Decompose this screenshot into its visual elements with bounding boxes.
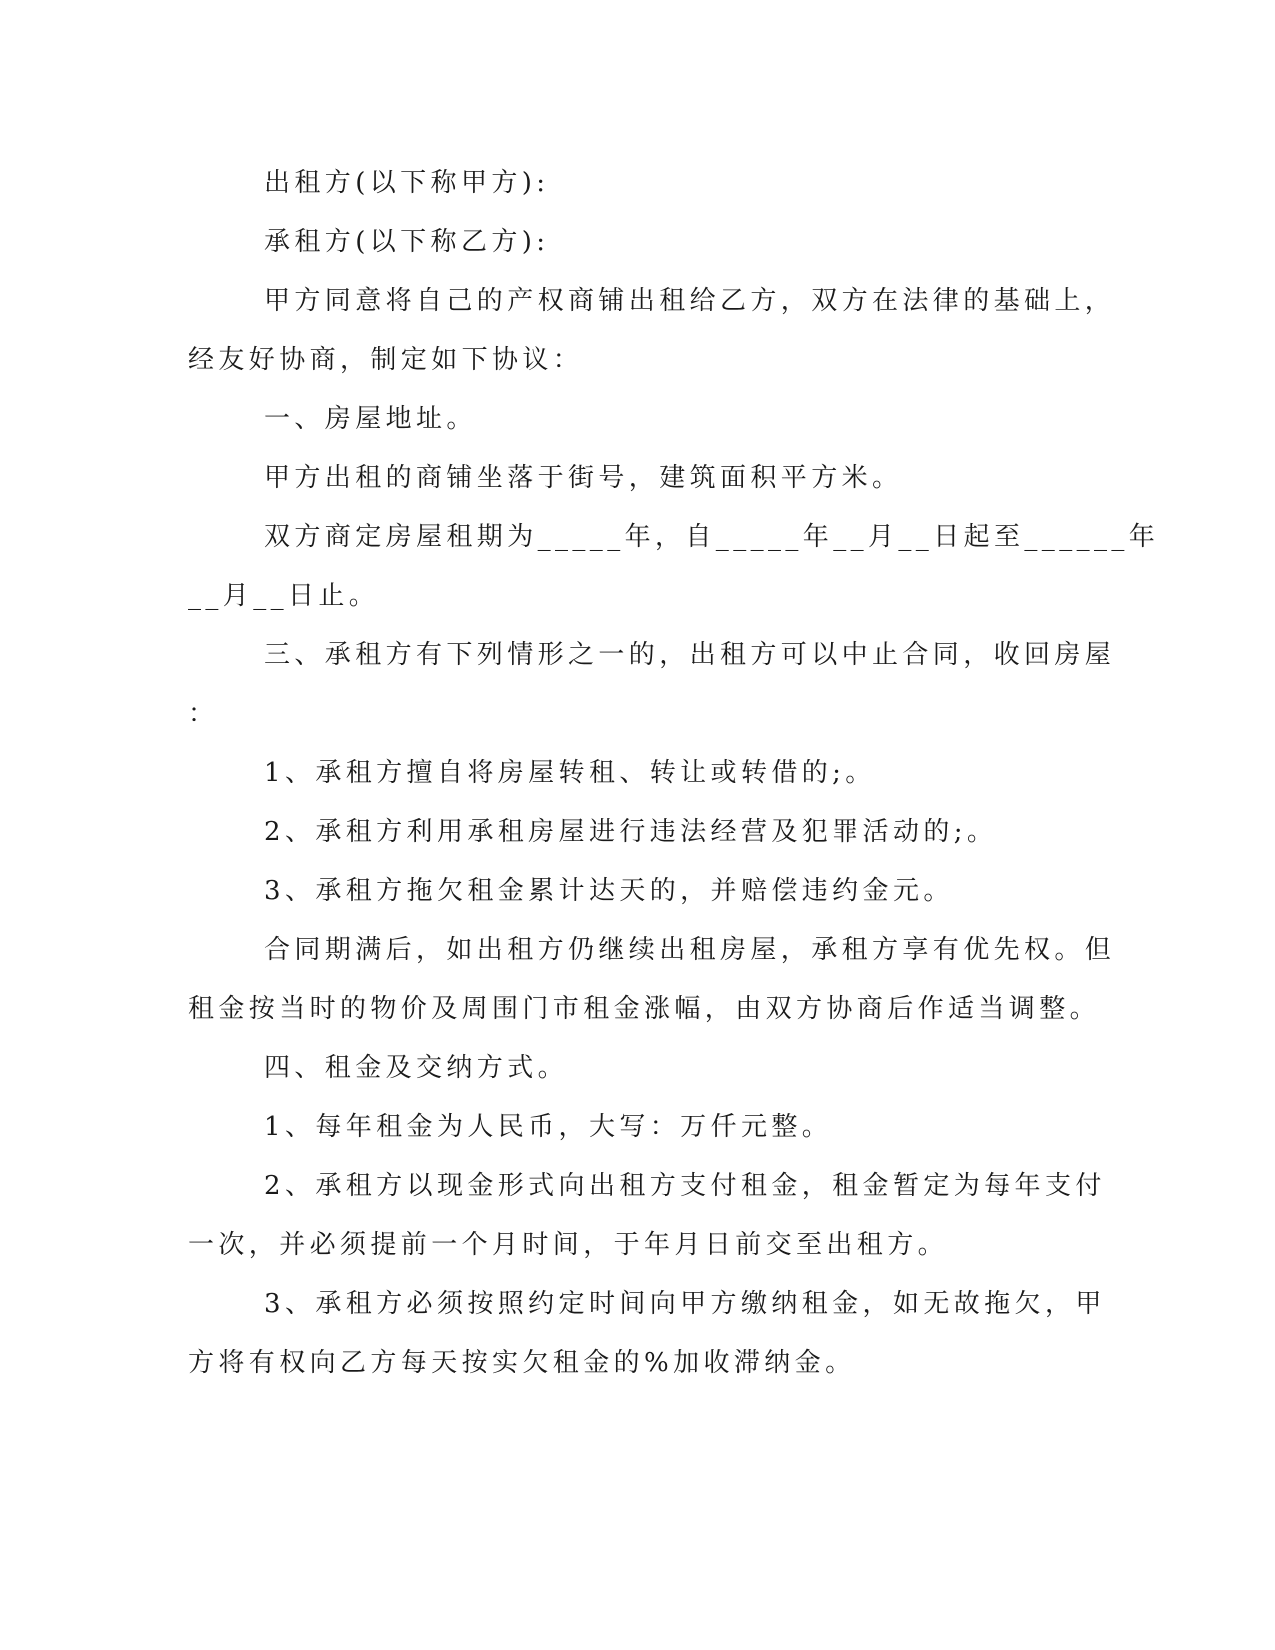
agreement-intro-line-1: 甲方同意将自己的产权商铺出租给乙方，双方在法律的基础上， — [264, 286, 1116, 316]
renewal-clause-line-2: 租金按当时的物价及周围门市租金涨幅，由双方协商后作适当调整。 — [188, 994, 1101, 1024]
lease-term-line-1: 双方商定房屋租期为_____年，自_____年__月__日起至______年 — [264, 522, 1160, 552]
lessor-line: 出租方(以下称甲方): — [264, 168, 550, 198]
clause-4-1: 1、每年租金为人民币，大写：万仟元整。 — [264, 1112, 833, 1142]
section-3-heading-line-1: 三、承租方有下列情形之一的，出租方可以中止合同，收回房屋 — [264, 640, 1116, 670]
clause-4-2-line-2: 一次，并必须提前一个月时间，于年月日前交至出租方。 — [188, 1230, 949, 1260]
clause-3-1: 1、承租方擅自将房屋转租、转让或转借的;。 — [264, 758, 876, 788]
lease-term-line-2: __月__日止。 — [188, 581, 380, 611]
renewal-clause-line-1: 合同期满后，如出租方仍继续出租房屋，承租方享有优先权。但 — [264, 935, 1116, 965]
section-3-heading-line-2: ： — [188, 699, 219, 729]
clause-4-2-line-1: 2、承租方以现金形式向出租方支付租金，租金暂定为每年支付 — [264, 1171, 1106, 1201]
agreement-intro-line-2: 经友好协商，制定如下协议： — [188, 345, 584, 375]
clause-4-3-line-2: 方将有权向乙方每天按实欠租金的%加收滞纳金。 — [188, 1348, 856, 1378]
clause-3-3: 3、承租方拖欠租金累计达天的，并赔偿违约金元。 — [264, 876, 954, 906]
section-4-heading: 四、租金及交纳方式。 — [264, 1053, 569, 1083]
section-1-heading: 一、房屋地址。 — [264, 404, 477, 434]
clause-4-3-line-1: 3、承租方必须按照约定时间向甲方缴纳租金，如无故拖欠，甲 — [264, 1289, 1106, 1319]
shop-location-line: 甲方出租的商铺坐落于街号，建筑面积平方米。 — [264, 463, 903, 493]
clause-3-2: 2、承租方利用承租房屋进行违法经营及犯罪活动的;。 — [264, 817, 998, 847]
lessee-line: 承租方(以下称乙方): — [264, 227, 550, 257]
